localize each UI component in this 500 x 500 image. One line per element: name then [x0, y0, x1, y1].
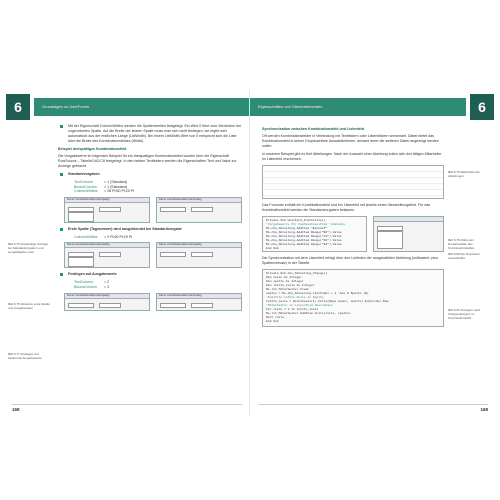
paragraph: Die Synchronisation mit dem Listenfeld erfolgt über den ListIndex der ausgewählten Abteilung (nullbasiert, plus Spaltenversatz) in der Tabelle. [262, 256, 438, 265]
figure-caption: Bild 6.75 Dreispaltige Anzeige bei Standardvorgaben und ausgeklappter Liste [8, 242, 48, 254]
userform-window: Demo: Kombinationsfeld mehrspaltig [64, 242, 150, 268]
code-listing: Private Sub UserForm_Initialize() 'Vorgabewerte für Kombinationsfeld 'Combobox Me.cbo_Abteilung.AddItem "Einkauf" Me.cbo_Abteilung.AddItem Range("B1").Value Me.cbo_Abteilung.AddItem Range("C1").Value Me.cbo_Abteilung.AddItem Range("D1").Value Me.cbo_Abteilung.AddItem Range("E1").Value End Sub [262, 216, 367, 252]
property-row: ColumnWidths = 0 Pt;60 Pt;20 Pt [74, 234, 133, 239]
paragraph: Oft werden Kombinationsfelder in Verbindung mit Textfeldern oder Listenfeldern verwendet. Dabei bietet das Kombinationsfeld in seiner Dropdownliste Auswahlkriterien, anhand derer die weiteren Daten angezeigt werden sollen. [262, 134, 439, 148]
code-and-form-figure [262, 216, 444, 252]
property-row: ColumnWidths = 28 Pt;60 Pt;20 Pt [74, 189, 135, 194]
property-row: BoundColumn = 1 (Standard) [74, 184, 128, 189]
screenshot-figure [64, 293, 242, 311]
list-item: Festlegen auf Ausgabewerte [58, 272, 242, 277]
paragraph: Das Formular enthält ein Kombinationsfeld und ein Listenfeld mit jeweils einem Beschriftungsfeld. Für das Kombinationsfeld werden die Standardvorgaben belassen. [262, 203, 431, 212]
section-heading: Beispiel dreispaltiges Kombinationsfeld [58, 147, 127, 151]
page-number: 168 [480, 407, 488, 412]
property-row: BoundColumn = 3 [74, 284, 110, 289]
running-header: Grundlagen zu UserForms [34, 98, 250, 116]
paragraph: Mit der Eigenschaft ColumnWidths werden die Spaltenbreiten festgelegt. Ein Wert 0 führt zum Verdecken der zugeordneten Spalte. Auf die Breite der letzten Spalte muss man sich nicht festlegen; sie ergibt sich automatisch aus der restlichen Länge (ListWidth). Bei einem ListWidth-Wert von 0 entspricht sich die Liste über die Breite des Kombinationsfeldes (Width). [58, 124, 242, 144]
footer-rule [12, 404, 242, 405]
left-page [4, 90, 250, 416]
chapter-number: 6 [470, 94, 494, 120]
book-spread [4, 90, 496, 416]
footer-rule [258, 404, 488, 405]
right-page [250, 90, 496, 416]
figure-caption: Bild 6.81 Anzeigen nach Change-Ereignis im Kombinationsfeld [448, 308, 481, 320]
spreadsheet-figure [262, 165, 444, 199]
figure-caption: Bild 6.76 Verdecke erste Spalte und Ausgabewerte [8, 302, 50, 310]
screenshot-figure [64, 197, 242, 223]
paragraph: Die Vorgabewerte im folgenden Beispiel für ein dreispaltiges Kombinationsfeld wurden über die Eigenschaft RowSource – Tabelle1!A2:C8 festgelegt. In den beiden Textfeldern werden die Eigenschaften Text und Value zur Anzeige gebracht. [58, 154, 237, 168]
figure-caption: Bild 6.80 Die Dropdown-Auswahl-Box [448, 252, 481, 260]
userform-window: Demo: Kombinationsfeld mehrspaltig [64, 293, 150, 311]
left-body [58, 124, 242, 315]
chapter-number: 6 [6, 94, 30, 120]
userform-window: Demo: Kombinationsfeld mehrspaltig [156, 197, 242, 223]
running-header: Eigenschaften von Steuerelementen [250, 98, 466, 116]
section-heading: Synchronisation zwischen Kombinationsfeld und Listenfeld [262, 127, 365, 131]
userform-window: Demo: Kombinationsfeld mehrspaltig [156, 293, 242, 311]
property-row: TextColumn = 1 (Standard) [74, 180, 128, 184]
userform-window [373, 216, 444, 252]
screenshot-figure [64, 242, 242, 268]
page-number: 168 [12, 407, 20, 412]
userform-window: Demo: Kombinationsfeld mehrspaltig [156, 242, 242, 268]
figure-caption: Bild 6.77 Festlegen auf bestimmte Ausgabewerte [8, 352, 42, 360]
list-item: Erste Spalte (Tagnummer) wird ausgeblendet bei Standardvorgabe [58, 227, 242, 232]
list-item: Standardvorgaben [58, 172, 242, 177]
figure-caption: Bild 6.79 Füllen der Dropdownliste des Kombinationsfeldes [448, 238, 475, 250]
property-row: TextColumn = 2 [74, 280, 110, 285]
code-listing: Private Sub cbo_Abteilung_Change() Dim zeile As Integer Dim spalte As Integer Dim letzte_zeile As Integer Me.lst_Mitarbeiter.Clear spalte = Me.cbo_Abteilung.ListIndex + 1 'Aus 0 Spalte (B) 'Ermittle letzte Zeile in Spalte letzte_zeile = Worksheets(1).Cells(Rows.Count, spalte).End(xlUp).Row 'Mitarbeiter in Listenfeld übernehmen For zeile = 2 To letzte_zeile Me.lst_Mitarbeiter.AddItem Cells(zeile, spalte) Next zeile End Sub [262, 269, 444, 327]
userform-window: Demo: Kombinationsfeld mehrspaltig [64, 197, 150, 223]
paragraph: In unserem Beispiel gibt es fünf Abteilungen. Nach der Auswahl einer Abteilung sollen alle dort tätigen Mitarbeiter im Listenfeld erscheinen. [262, 152, 442, 161]
right-body [262, 124, 444, 331]
figure-caption: Bild 6.78 Mitarbeiter der Abteilungen [448, 170, 480, 178]
